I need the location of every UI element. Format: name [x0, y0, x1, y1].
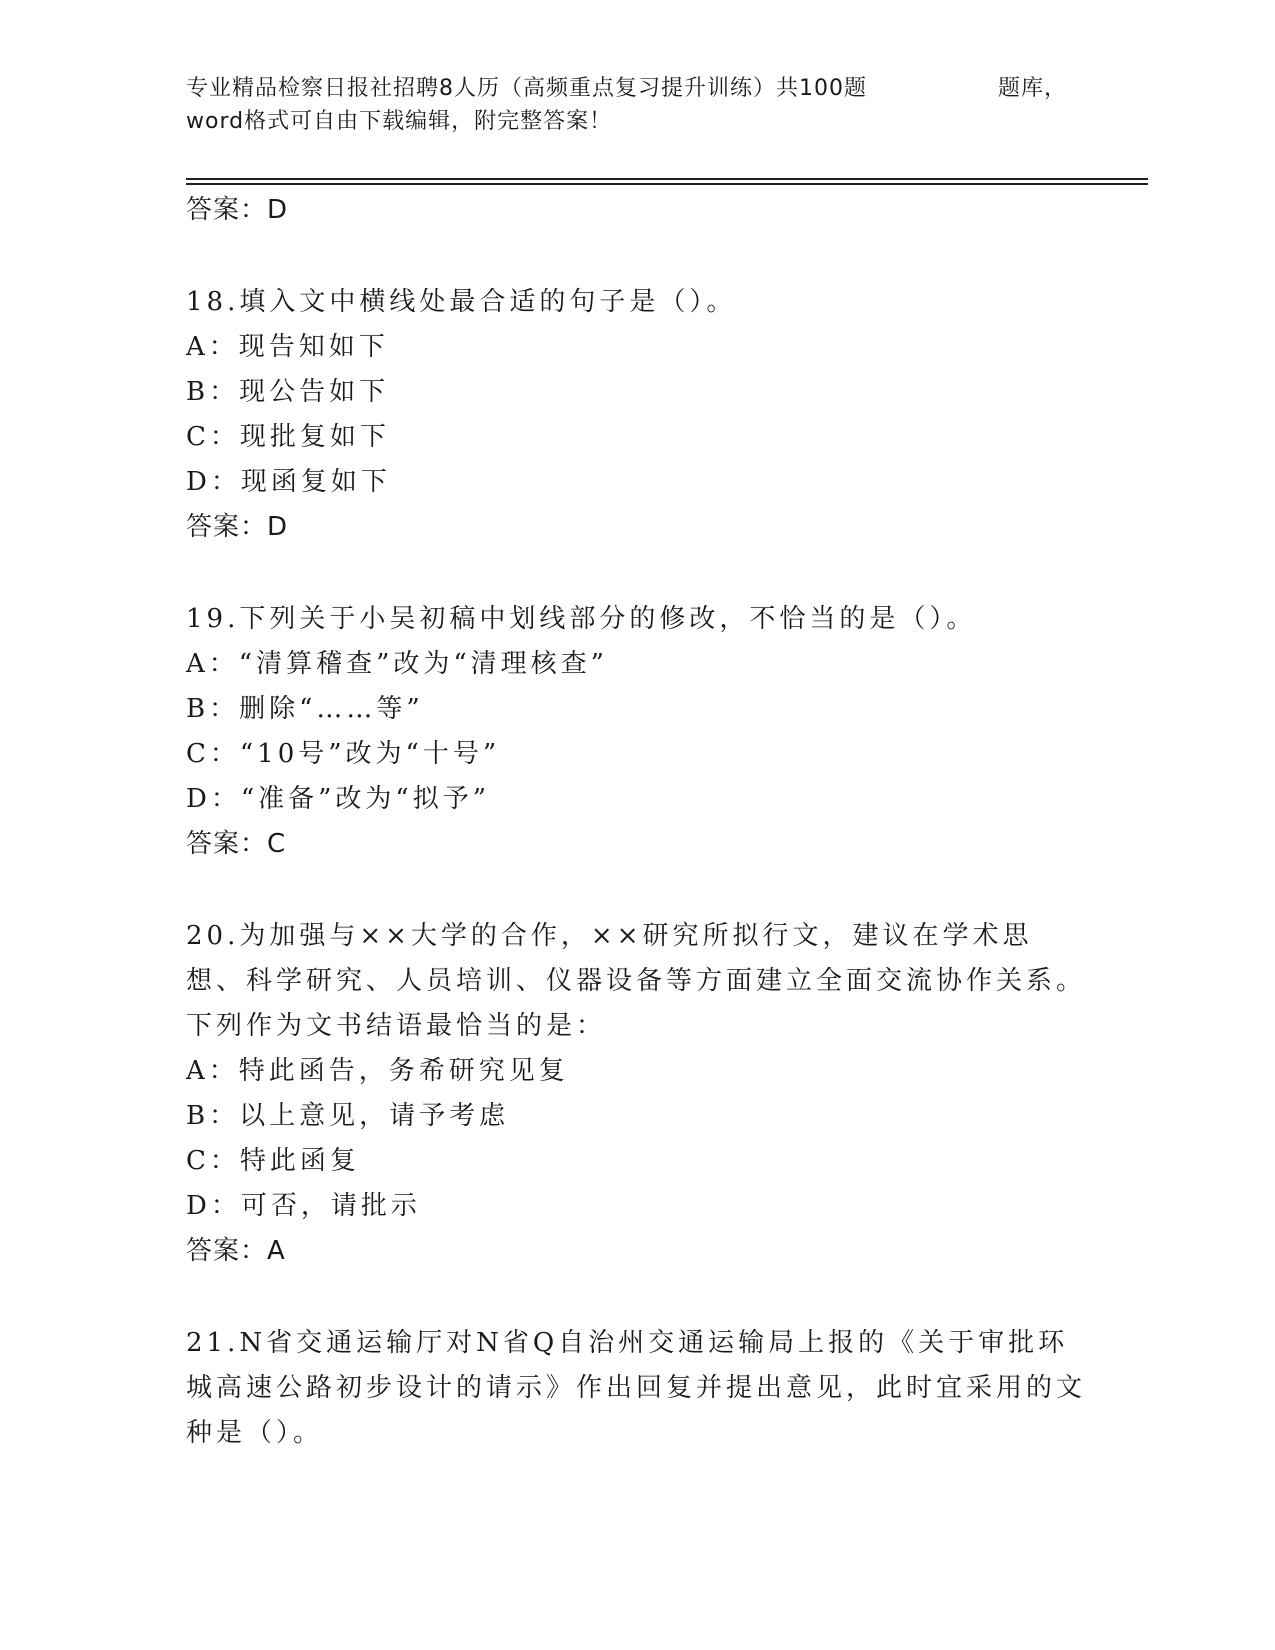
question-text: 19.下列关于小吴初稿中划线部分的修改，不恰当的是（）。 — [186, 604, 977, 634]
answer-line: 答案：D — [186, 512, 289, 542]
header-title: 专业精品检察日报社招聘8人历（高频重点复习提升训练）共100题 — [186, 76, 867, 101]
header-divider-bottom — [186, 183, 1148, 185]
question-list — [186, 188, 1086, 1456]
spacer — [186, 232, 1086, 280]
option-c: C：现批复如下 — [186, 422, 390, 452]
answer-line: 答案：D — [186, 195, 289, 225]
spacer — [186, 1273, 1086, 1321]
option-c: C：特此函复 — [186, 1146, 360, 1176]
header-title-tail: 题库， — [998, 76, 1068, 101]
header-line-1 — [186, 72, 1066, 105]
question-text: 18.填入文中横线处最合适的句子是（）。 — [186, 287, 737, 317]
header-divider-top — [186, 178, 1148, 180]
option-d: D：现函复如下 — [186, 467, 391, 497]
question-text: 21.N省交通运输厅对N省Q自治州交通运输局上报的《关于审批环城高速公路初步设计的请示》作出回复并提出意见，此时宜采用的文种是（）。 — [186, 1328, 1087, 1448]
option-a: A：特此函告，务希研究见复 — [186, 1056, 569, 1086]
option-d: D：“准备”改为“拟予” — [186, 784, 491, 814]
spacer — [186, 549, 1086, 597]
option-b: B：现公告如下 — [186, 377, 390, 407]
option-c: C：“10号”改为“十号” — [186, 739, 501, 769]
option-d: D：可否，请批示 — [186, 1191, 421, 1221]
option-a: A：“清算稽查”改为“清理核查” — [186, 649, 608, 679]
answer-line: 答案：A — [186, 1236, 286, 1266]
header-subtitle: word格式可自由下载编辑，附完整答案！ — [186, 109, 613, 134]
question-text: 20.为加强与××大学的合作，××研究所拟行文，建议在学术思想、科学研究、人员培训、仪器设备等方面建立全面交流协作关系。下列作为文书结语最恰当的是： — [186, 921, 1087, 1041]
option-b: B：以上意见，请予考虑 — [186, 1101, 510, 1131]
answer-line: 答案：C — [186, 829, 287, 859]
option-b: B：删除“……等” — [186, 694, 424, 724]
option-a: A：现告知如下 — [186, 332, 389, 362]
page-header — [186, 72, 1066, 138]
spacer — [186, 866, 1086, 914]
